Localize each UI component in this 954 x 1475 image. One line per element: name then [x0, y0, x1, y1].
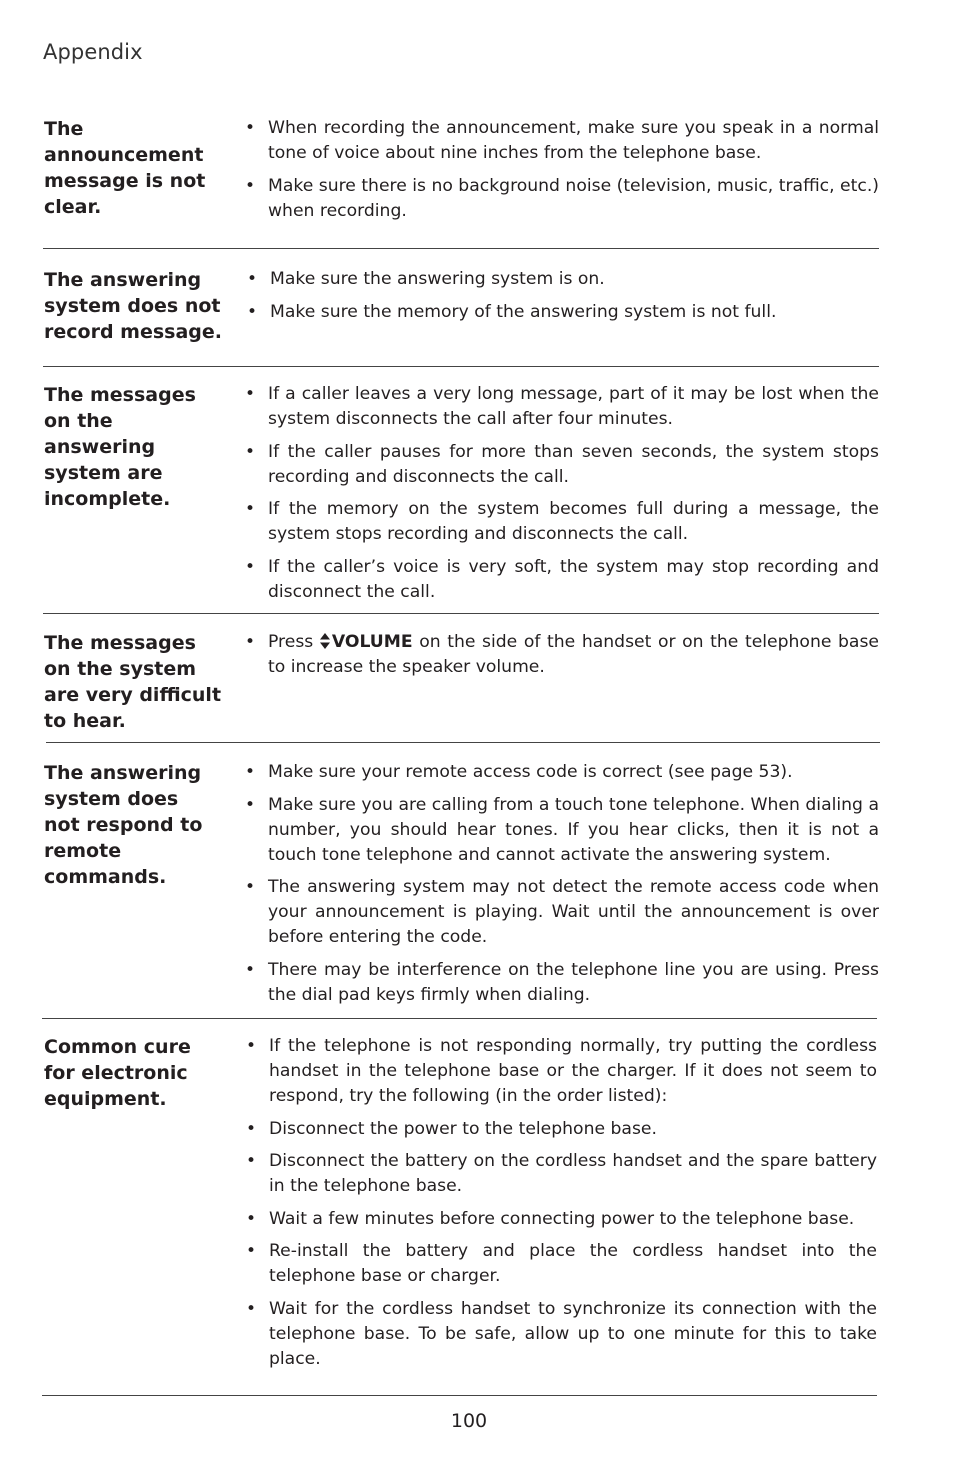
- solution-item: • Re-install the battery and place the cordless handset into the telephone base or charger.: [246, 1241, 877, 1286]
- solution-item: • Wait for the cordless handset to synchronize its connection with the telephone base. To be safe, allow up to one minute for this to take place.: [246, 1298, 877, 1369]
- page-bottom-divider: [42, 1395, 877, 1396]
- solution-item: • Make sure there is no background noise (television, music, traffic, etc.) when recording.: [245, 175, 879, 221]
- bullet-icon: •: [247, 269, 258, 289]
- solution-list: [245, 267, 881, 332]
- section-divider: [43, 613, 879, 614]
- section-divider: [42, 1018, 877, 1019]
- bullet-icon: •: [245, 441, 256, 462]
- solution-item: [243, 630, 879, 680]
- solution-item: • Make sure you are calling from a touch tone telephone. When dialing a number, you should hear tones. If you hear clicks, then it is not a touch tone telephone and cannot activate the answering system.: [245, 794, 879, 865]
- bullet-icon: •: [245, 959, 256, 980]
- solution-item: • Disconnect the power to the telephone base.: [244, 1117, 877, 1142]
- bullet-icon: •: [245, 632, 256, 652]
- solution-item: • The answering system may not detect the remote access code when your announcement is playing. Wait until the announcement is over before entering the code.: [245, 877, 879, 947]
- solution-list: [243, 116, 879, 231]
- solution-list: [243, 382, 879, 612]
- problem-heading: The announcement message is not clear.: [44, 118, 206, 218]
- bullet-icon: •: [245, 499, 256, 519]
- bullet-icon: •: [246, 1151, 257, 1171]
- bullet-icon: •: [246, 1208, 257, 1229]
- volume-instruction: on the side of the handset or on the telephone base to increase the speaker volume.: [268, 632, 879, 677]
- section-divider: [43, 366, 879, 367]
- solution-item: • There may be interference on the telephone line you are using. Press the dial pad keys firmly when dialing.: [245, 959, 879, 1005]
- solution-item: • Make sure the answering system is on.: [245, 267, 881, 292]
- bullet-icon: •: [245, 877, 256, 897]
- page-number: 100: [450, 1410, 488, 1432]
- solution-list: [243, 630, 879, 688]
- bullet-icon: •: [246, 1036, 257, 1056]
- problem-heading: The messages on the system are very difficult to hear.: [44, 632, 222, 732]
- solution-list: [243, 760, 879, 1015]
- solution-item: • Wait a few minutes before connecting power to the telephone base.: [244, 1207, 877, 1232]
- bullet-icon: •: [246, 1298, 257, 1319]
- section-divider: [46, 742, 880, 743]
- problem-heading: The messages on the answering system are incomplete.: [44, 384, 196, 510]
- bullet-icon: •: [245, 118, 256, 138]
- solution-item: • If the caller pauses for more than seven seconds, the system stops recording and disconnects the call.: [245, 441, 879, 487]
- solution-item: • Disconnect the battery on the cordless handset and the spare battery in the telephone base.: [246, 1151, 877, 1196]
- bullet-icon: •: [247, 301, 258, 322]
- solution-item: • If a caller leaves a very long message, part of it may be lost when the system disconnects the call after four minutes.: [245, 384, 879, 429]
- solution-item: • When recording the announcement, make sure you speak in a normal tone of voice about nine inches from the telephone base.: [245, 118, 879, 163]
- bullet-icon: •: [245, 175, 256, 196]
- solution-item: • Make sure your remote access code is correct (see page 53).: [243, 760, 879, 785]
- solution-item: • Make sure the memory of the answering system is not full.: [245, 300, 881, 325]
- volume-key-label: VOLUME: [331, 632, 413, 652]
- solution-list: [244, 1034, 877, 1379]
- problem-heading: The answering system does not record message.: [44, 269, 222, 343]
- bullet-icon: •: [245, 762, 256, 782]
- bullet-icon: •: [245, 794, 256, 815]
- problem-heading: Common cure for electronic equipment.: [44, 1036, 191, 1110]
- bullet-icon: •: [245, 384, 256, 404]
- solution-item: • If the caller’s voice is very soft, the system may stop recording and disconnect the call.: [245, 556, 879, 602]
- bullet-icon: •: [246, 1241, 257, 1261]
- page-header: Appendix: [43, 40, 143, 64]
- bullet-icon: •: [246, 1118, 257, 1139]
- solution-item: • If the memory on the system becomes full during a message, the system stops recording and disconnects the call.: [245, 499, 879, 544]
- solution-item: • If the telephone is not responding normally, try putting the cordless handset in the telephone base or the charger. If it does not seem to respond, try the following (in the order listed):: [246, 1036, 877, 1106]
- bullet-icon: •: [245, 556, 256, 577]
- problem-heading: The answering system does not respond to remote commands.: [44, 762, 203, 888]
- section-divider: [43, 248, 879, 249]
- volume-up-down-icon: [320, 633, 330, 649]
- press-label: Press: [268, 632, 314, 652]
